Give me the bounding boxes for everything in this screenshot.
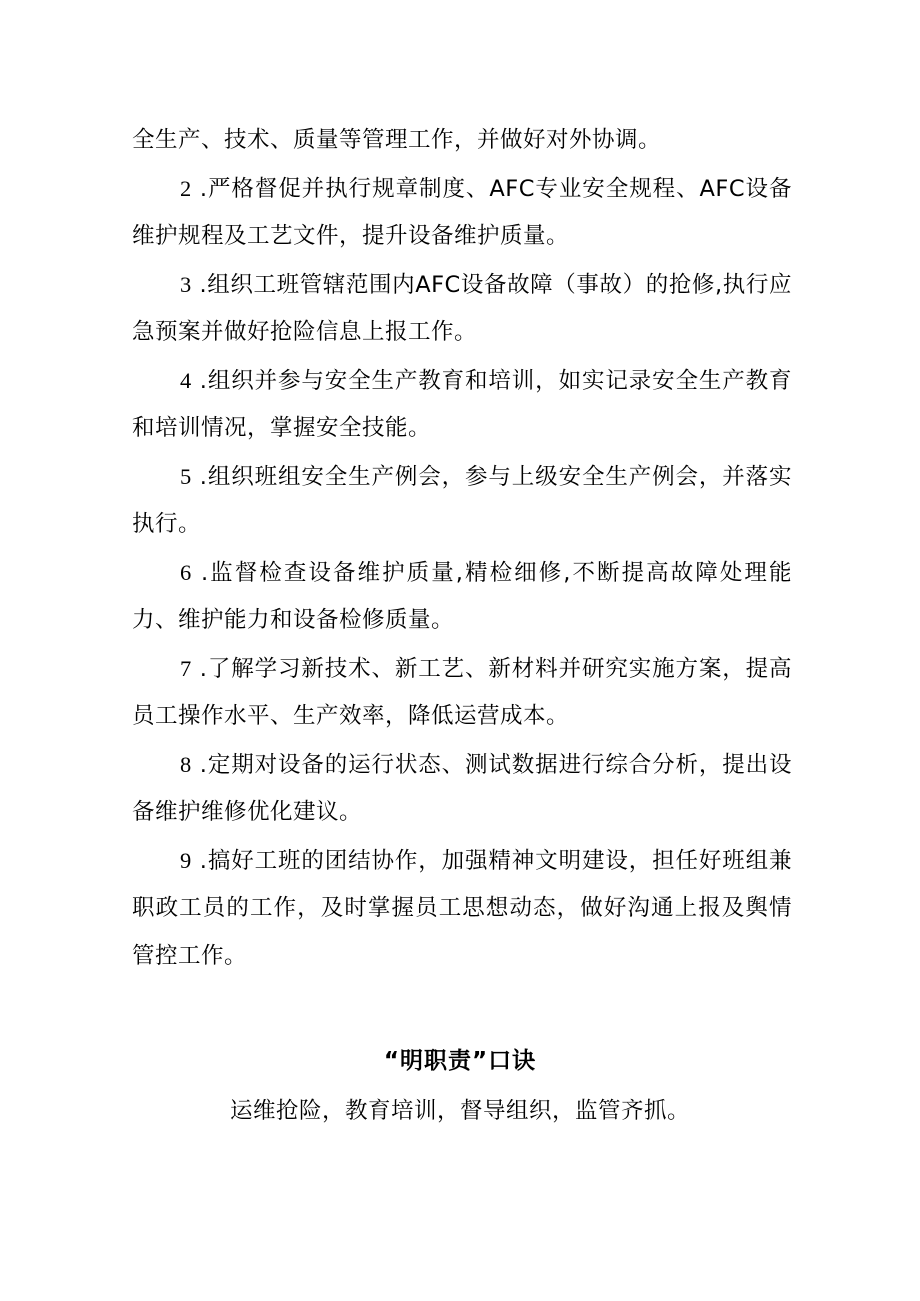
- duty-item-8: [132, 741, 792, 837]
- duty-list: [132, 117, 792, 980]
- mnemonic-verse: 运维抢险，教育培训，督导组织，监管齐抓。: [229, 1098, 690, 1124]
- duty-item-5: [132, 453, 792, 549]
- item-number: 3: [180, 271, 192, 297]
- item-text: .严格督促并执行规章制度、AFC专业安全规程、AFC设备维护规程及工艺文件，提升设备维护质量。: [132, 175, 792, 249]
- item-number: 9: [180, 847, 192, 873]
- duty-item-7: [132, 645, 792, 741]
- item-text: .组织班组安全生产例会，参与上级安全生产例会，并落实执行。: [132, 463, 793, 537]
- duty-item-6: [132, 549, 792, 645]
- duty-item-2: [132, 165, 792, 261]
- section-heading: “明职责”口诀: [383, 1048, 537, 1074]
- item-text: .监督检查设备维护质量,精检细修,不断提高故障处理能力、维护能力和设备检修质量。: [132, 559, 792, 633]
- duty-item-9: [132, 837, 792, 981]
- continuation-paragraph: 全生产、技术、质量等管理工作，并做好对外协调。: [132, 127, 662, 153]
- item-number: 5: [180, 463, 192, 489]
- item-text: .搞好工班的团结协作，加强精神文明建设，担任好班组兼职政工员的工作，及时掌握员工思想动态，做好沟通上报及舆情管控工作。: [132, 847, 793, 969]
- item-text: .了解学习新技术、新工艺、新材料并研究实施方案，提高员工操作水平、生产效率，降低运营成本。: [132, 655, 793, 729]
- duty-item-3: [132, 261, 792, 357]
- item-text: .组织工班管辖范围内AFC设备故障（事故）的抢修,执行应急预案并做好抢险信息上报工作。: [132, 271, 792, 345]
- duty-item-4: [132, 357, 792, 453]
- item-number: 2: [180, 175, 192, 201]
- item-text: .组织并参与安全生产教育和培训，如实记录安全生产教育和培训情况，掌握安全技能。: [132, 367, 793, 441]
- item-number: 8: [180, 751, 192, 777]
- item-text: .定期对设备的运行状态、测试数据进行综合分析，提出设备维护维修优化建议。: [132, 751, 793, 825]
- item-number: 7: [180, 655, 192, 681]
- item-number: 6: [180, 559, 192, 585]
- item-number: 4: [180, 367, 192, 393]
